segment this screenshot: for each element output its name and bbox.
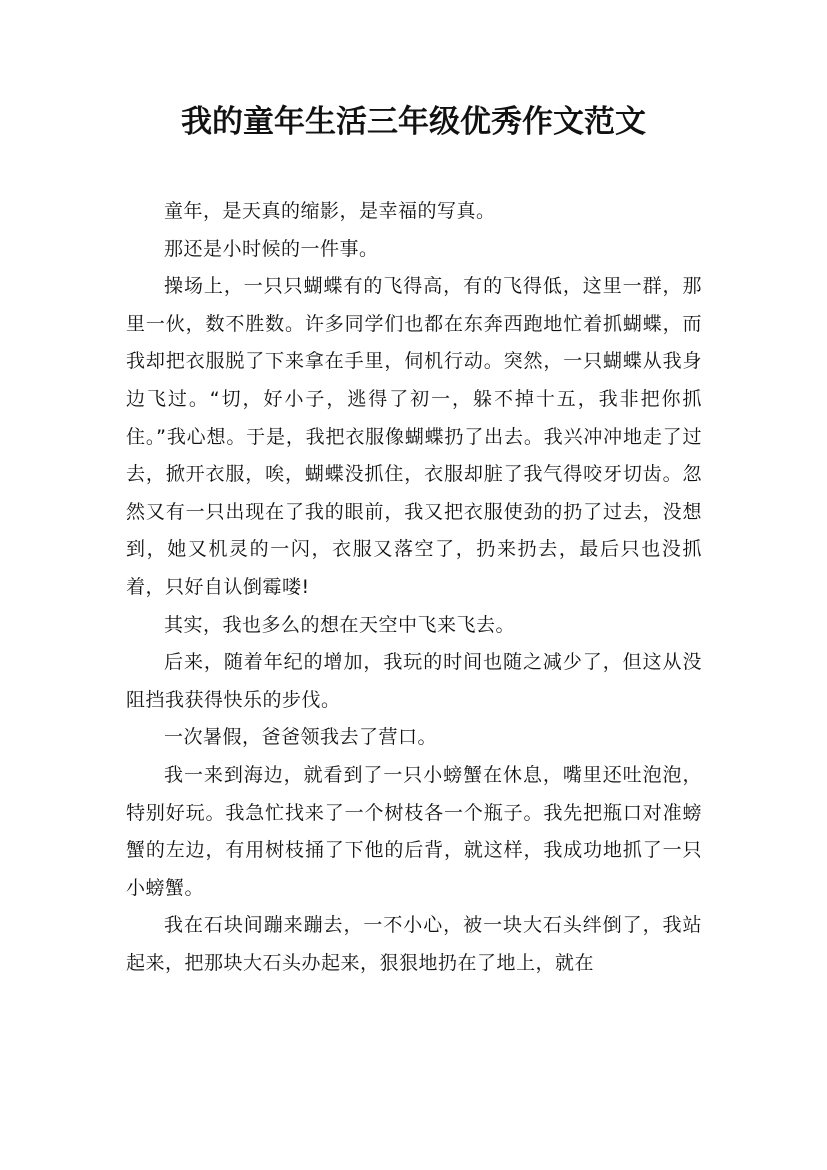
paragraph: 童年，是天真的缩影，是幸福的写真。 [164,200,496,222]
paragraph: 其实，我也多么的想在天空中飞来飞去。 [164,613,516,636]
paragraph: 我一来到海边，就看到了一只小螃蟹在休息，嘴里还吐泡泡，特别好玩。我急忙找来了一个树枝各一个瓶子。我先把瓶口对准螃蟹的左边，有用树枝捅了下他的后背，就这样，我成功地抓了一只小螃蟹。 [126,763,702,899]
document-title: 我的童年生活三年级优秀作文范文 [181,104,646,140]
paragraph: 后来，随着年纪的增加，我玩的时间也随之减少了，但这从没阻挡我获得快乐的步伐。 [126,651,702,711]
paragraph: 操场上，一只只蝴蝶有的飞得高，有的飞得低，这里一群，那里一伙，数不胜数。许多同学们也都在东奔西跑地忙着抓蝴蝶，而我却把衣服脱了下来拿在手里，伺机行动。突然，一只蝴蝶从我身边飞过。“切，好小子，逃得了初一，躲不掉十五，我非把你抓住。”我心想。于是，我把衣服像蝴蝶扔了出去。我兴冲冲地走了过去，掀开衣服，唉，蝴蝶没抓住，衣服却脏了我气得咬牙切齿。忽然又有一只出现在了我的眼前，我又把衣服使劲的扔了过去，没想到，她又机灵的一闪，衣服又落空了，扔来扔去，最后只也没抓着，只好自认倒霉喽! [126,275,702,598]
paragraph: 一次暑假，爸爸领我去了营口。 [164,726,438,749]
paragraph: 我在石块间蹦来蹦去，一不小心，被一块大石头绊倒了，我站起来，把那块大石头办起来，狠狠地扔在了地上，就在 [126,914,702,974]
paragraph: 那还是小时候的一件事。 [164,237,379,260]
document-body [126,193,702,982]
